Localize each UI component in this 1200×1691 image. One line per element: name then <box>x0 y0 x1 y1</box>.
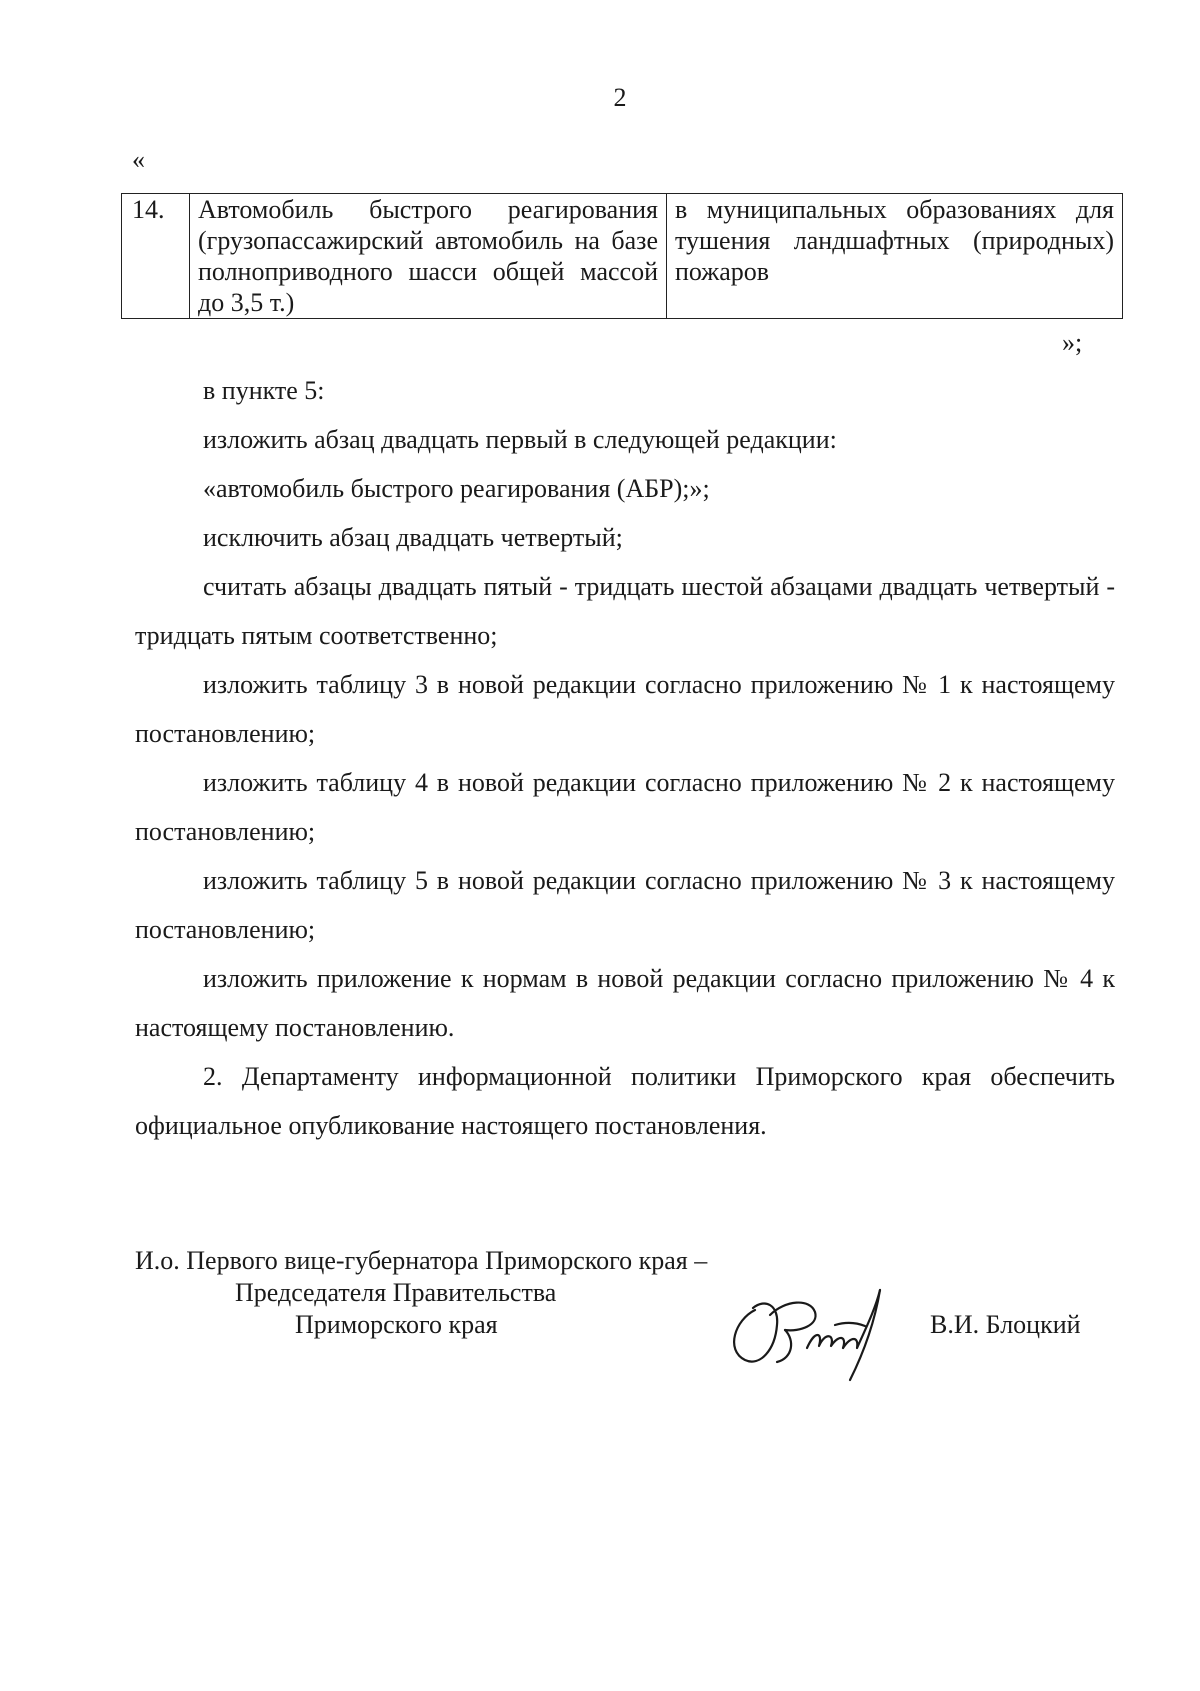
handwritten-signature <box>715 1270 915 1390</box>
signature-block <box>135 1245 707 1341</box>
vehicle-name-cell: Автомобиль быстрого реагирования (грузопассажирский автомобиль на базе полноприводного шасси общей массой до 3,5 т.) <box>190 194 667 319</box>
signatory-title-line-2: Председателя Правительства <box>235 1278 557 1307</box>
opening-quote-mark: « <box>132 145 145 174</box>
closing-quote-mark: »; <box>1062 328 1083 357</box>
amendment-text <box>135 366 1115 1150</box>
signatory-title-line-3: Приморского края <box>295 1310 498 1339</box>
paragraph: «автомобиль быстрого реагирования (АБР);»; <box>203 474 710 503</box>
paragraph: считать абзацы двадцать пятый - тридцать шестой абзацами двадцать четвертый - тридцать пятым соответственно; <box>135 572 1115 650</box>
paragraph: изложить абзац двадцать первый в следующей редакции: <box>203 425 837 454</box>
paragraph: изложить таблицу 5 в новой редакции согласно приложению № 3 к настоящему постановлению; <box>135 866 1115 944</box>
signatory-title-line-1: И.о. Первого вице-губернатора Приморского края – <box>135 1246 708 1275</box>
paragraph: изложить таблицу 3 в новой редакции согласно приложению № 1 к настоящему постановлению; <box>135 670 1115 748</box>
row-number: 14. <box>122 194 190 319</box>
paragraph: исключить абзац двадцать четвертый; <box>203 523 623 552</box>
paragraph: в пункте 5: <box>203 376 325 405</box>
amendment-table <box>121 193 1123 319</box>
paragraph: изложить таблицу 4 в новой редакции согласно приложению № 2 к настоящему постановлению; <box>135 768 1115 846</box>
table-row <box>122 194 1123 319</box>
page-number: 2 <box>613 83 627 112</box>
paragraph: 2. Департаменту информационной политики Приморского края обеспечить официальное опубликование настоящего постановления. <box>135 1062 1115 1140</box>
paragraph: изложить приложение к нормам в новой редакции согласно приложению № 4 к настоящему постановлению. <box>135 964 1115 1042</box>
signer-name: В.И. Блоцкий <box>930 1310 1081 1339</box>
vehicle-purpose-cell: в муниципальных образованиях для тушения ландшафтных (природных) пожаров <box>667 194 1123 319</box>
